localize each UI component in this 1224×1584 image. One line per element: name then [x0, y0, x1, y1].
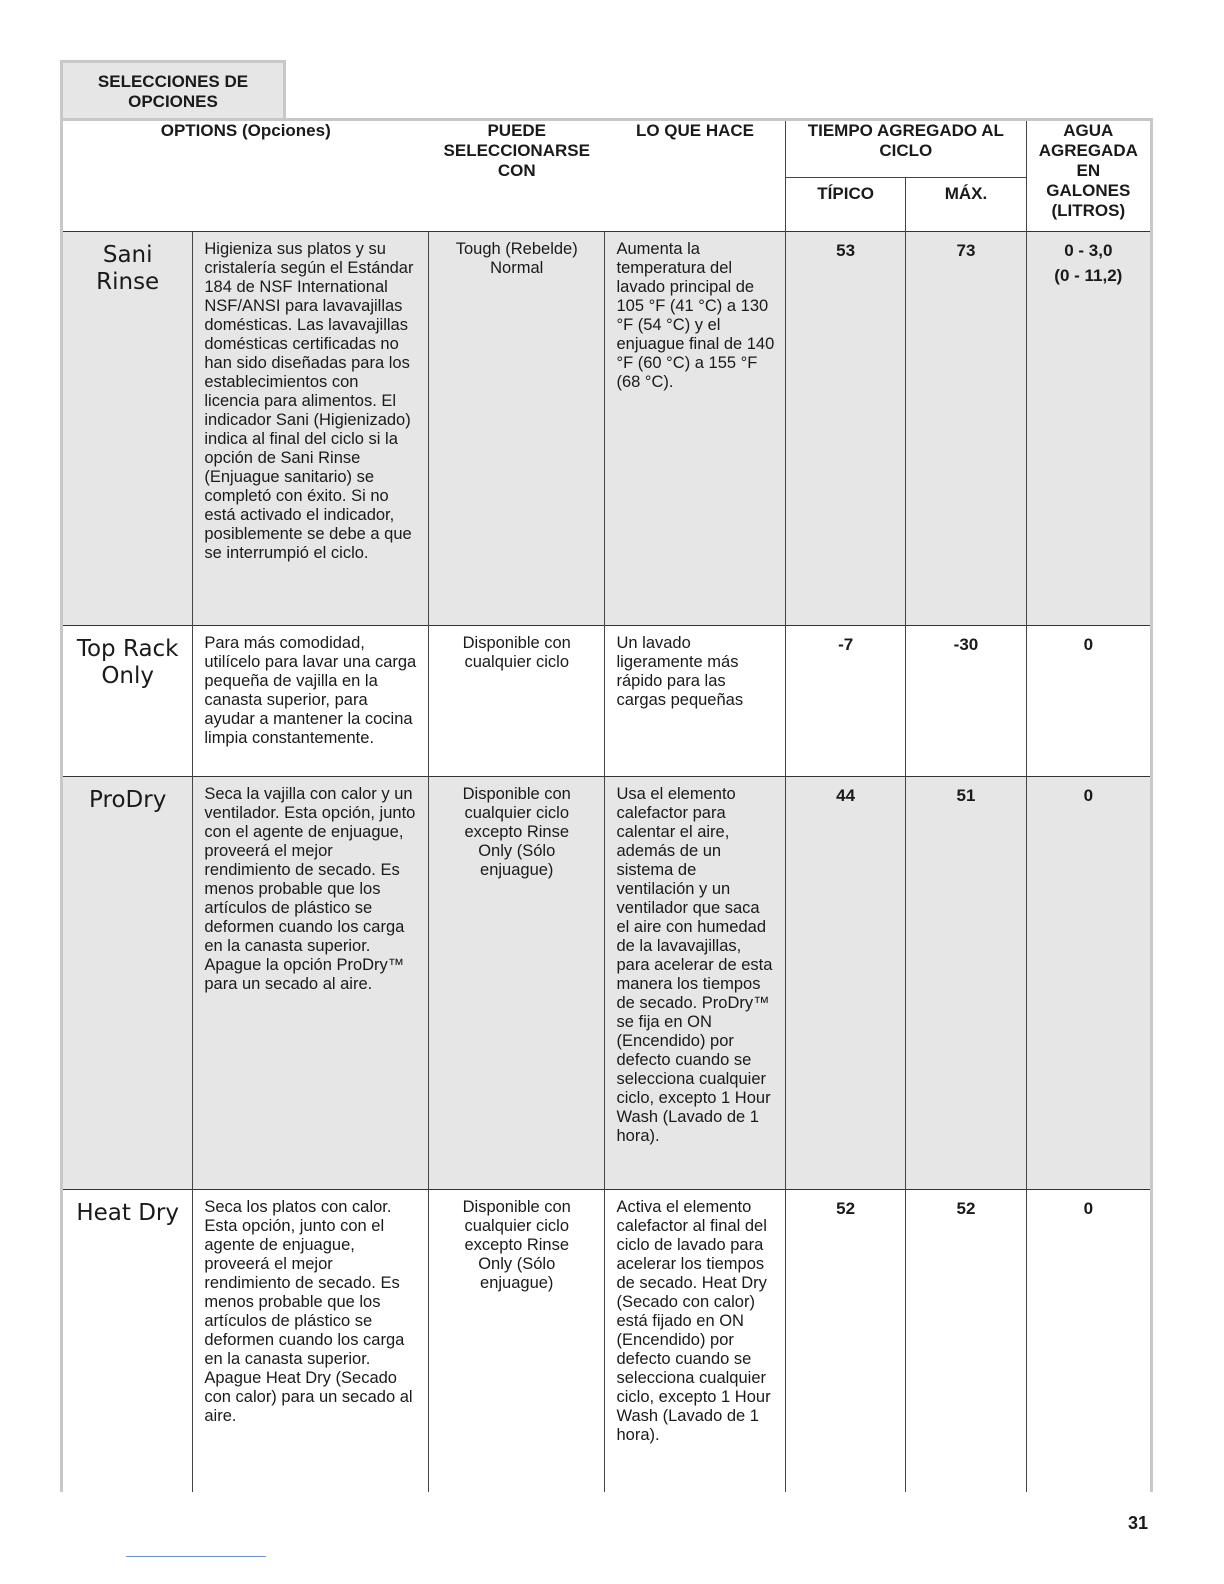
- section-tab-line2: OPCIONES: [128, 92, 218, 111]
- header-typical: TÍPICO: [785, 178, 905, 232]
- water-gallons: 0 - 3,0: [1064, 241, 1113, 260]
- option-selectable-with: Disponible con cualquier ciclo excepto Rinse Only (Sólo enjuague): [429, 777, 605, 1190]
- time-typical: 53: [785, 232, 905, 626]
- section-tab-line1: SELECCIONES DE: [97, 72, 249, 91]
- header-selectable-with: PUEDE SELECCIONARSE CON: [443, 121, 590, 180]
- option-description: Seca los platos con calor. Esta opción, junto con el agente de enjuague, proveerá el mejor rendimiento de secado. Es menos probable que los artículos de plástico se deformen cuando los carga en la canasta superior. Apague Heat Dry (Secado con calor) para un secado al aire.: [193, 1190, 429, 1492]
- option-description: Para más comodidad, utilícelo para lavar una carga pequeña de vajilla en la canasta superior, para ayudar a mantener la cocina limpia constantemente.: [193, 626, 429, 777]
- table-row: [62, 626, 1152, 777]
- option-selectable-with: Tough (Rebelde) Normal: [429, 232, 605, 626]
- time-max: 73: [906, 232, 1026, 626]
- header-max: MÁX.: [906, 178, 1026, 232]
- table-row: [62, 777, 1152, 1190]
- header-water: AGUA AGREGADA EN GALONES (LITROS): [1026, 120, 1151, 232]
- time-typical: -7: [785, 626, 905, 777]
- option-description: Seca la vajilla con calor y un ventilador. Esta opción, junto con el agente de enjuague, proveerá el mejor rendimiento de secado. Es menos probable que los artículos de plástico se deformen cuando los carga en la canasta superior. Apague la opción ProDry™ para un secado al aire.: [193, 777, 429, 1190]
- option-what-it-does: Activa el elemento calefactor al final del ciclo de lavado para acelerar los tiempos de secado. Heat Dry (Secado con calor) está fijado en ON (Encendido) por defecto cuando se selecciona cualquier ciclo, excepto 1 Hour Wash (Lavado de 1 hora).: [605, 1190, 785, 1492]
- time-max: 51: [906, 777, 1026, 1190]
- time-max: 52: [906, 1190, 1026, 1492]
- option-selectable-with: Disponible con cualquier ciclo excepto Rinse Only (Sólo enjuague): [429, 1190, 605, 1492]
- option-what-it-does: Un lavado ligeramente más rápido para las cargas pequeñas: [605, 626, 785, 777]
- section-tab: [60, 60, 286, 118]
- header-time-added: TIEMPO AGREGADO AL CICLO: [785, 120, 1026, 178]
- footer-link-underline: [126, 1556, 266, 1557]
- option-name: Sani Rinse: [62, 232, 193, 626]
- option-name: Top Rack Only: [62, 626, 193, 777]
- page-number: 31: [1128, 1513, 1149, 1533]
- option-selectable-with: Disponible con cualquier ciclo: [429, 626, 605, 777]
- option-what-it-does: Usa el elemento calefactor para calentar el aire, además de un sistema de ventilación y un ventilador que saca el aire con humedad de la lavavajillas, para acelerar de esta manera los tiempos de secado. ProDry™ se fija en ON (Encendido) por defecto cuando se selecciona cualquier ciclo, excepto 1 Hour Wash (Lavado de 1 hora).: [605, 777, 785, 1190]
- table-row: [62, 1190, 1152, 1492]
- header-what-it-does: LO QUE HACE: [635, 121, 754, 140]
- water-added: [1026, 232, 1151, 626]
- water-liters: (0 - 11,2): [1054, 266, 1123, 285]
- options-table: [60, 118, 1153, 1492]
- time-typical: 44: [785, 777, 905, 1190]
- header-options: OPTIONS (Opciones): [160, 121, 331, 140]
- time-typical: 52: [785, 1190, 905, 1492]
- option-name: Heat Dry: [62, 1190, 193, 1492]
- option-description: Higieniza sus platos y su cristalería según el Estándar 184 de NSF International NSF/ANSI para lavavajillas domésticas. Las lavavajillas domésticas certificadas no han sido diseñadas para los establecimientos con licencia para alimentos. El indicador Sani (Higienizado) indica al final del ciclo si la opción de Sani Rinse (Enjuague sanitario) se completó con éxito. Si no está activado el indicador, posiblemente se debe a que se interrumpió el ciclo.: [193, 232, 429, 626]
- option-name: ProDry: [62, 777, 193, 1190]
- water-added: 0: [1026, 777, 1151, 1190]
- option-what-it-does: Aumenta la temperatura del lavado principal de 105 °F (41 °C) a 130 °F (54 °C) y el enjuague final de 140 °F (60 °C) a 155 °F (68 °C).: [605, 232, 785, 626]
- time-max: -30: [906, 626, 1026, 777]
- water-added: 0: [1026, 1190, 1151, 1492]
- table-row: [62, 232, 1152, 626]
- water-added: 0: [1026, 626, 1151, 777]
